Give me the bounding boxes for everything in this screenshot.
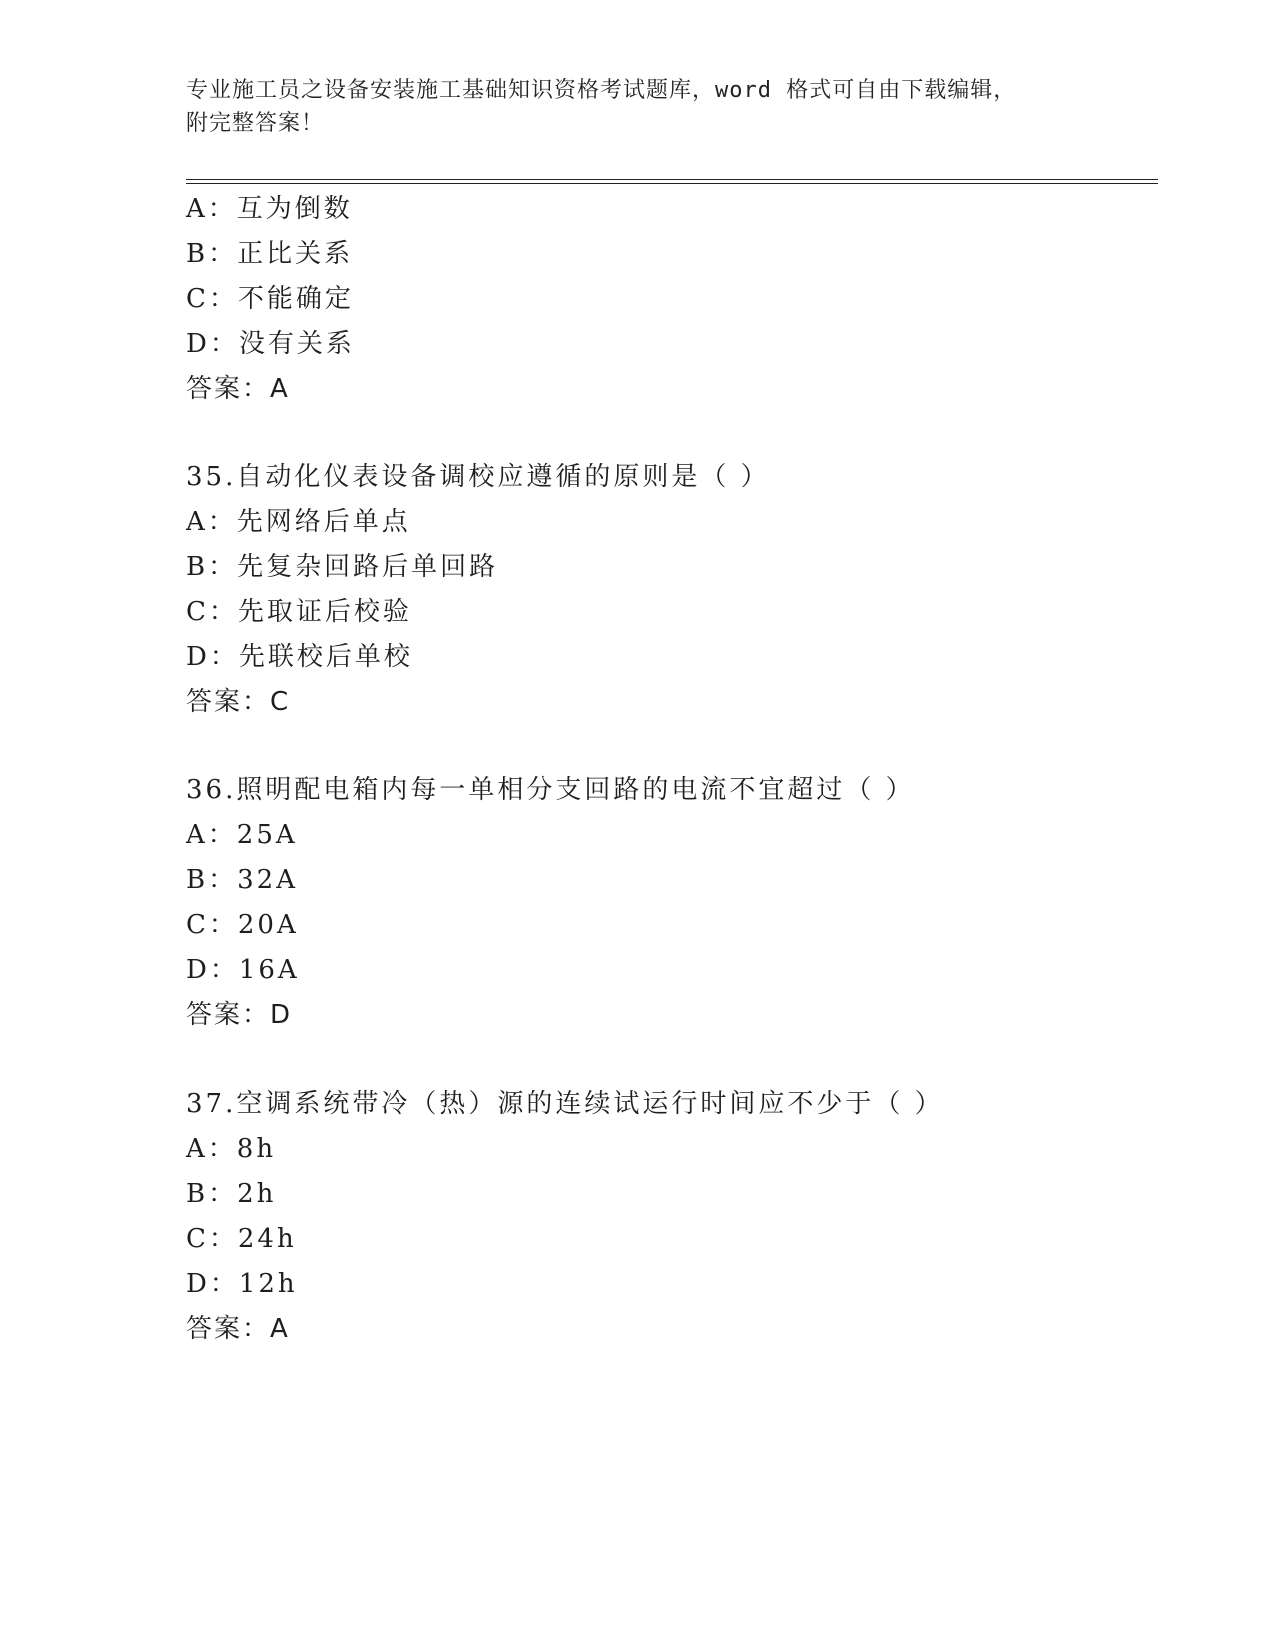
option-b: B：2h [186, 1179, 277, 1209]
question-text: 35.自动化仪表设备调校应遵循的原则是（ ） [186, 462, 770, 492]
option-c: C：24h [186, 1224, 297, 1254]
option-b: B：正比关系 [186, 239, 354, 269]
option-c: C：20A [186, 910, 299, 940]
option-d: D：没有关系 [186, 329, 355, 359]
option-a: A：25A [186, 820, 298, 850]
option-b: B：32A [186, 865, 298, 895]
option-b: B：先复杂回路后单回路 [186, 552, 499, 582]
answer-label: 答案：D [186, 1000, 293, 1030]
header-divider-top [186, 179, 1158, 180]
question-text: 37.空调系统带冷（热）源的连续试运行时间应不少于（ ） [186, 1089, 944, 1119]
option-d: D：先联校后单校 [186, 642, 413, 672]
question-text: 36.照明配电箱内每一单相分支回路的电流不宜超过（ ） [186, 775, 915, 805]
option-a: A：互为倒数 [186, 194, 353, 224]
header-line-2: 附完整答案！ [186, 111, 325, 136]
answer-label: 答案：A [186, 374, 290, 404]
answer-label: 答案：A [186, 1314, 290, 1344]
option-c: C：先取证后校验 [186, 597, 412, 627]
option-d: D：16A [186, 955, 300, 985]
option-d: D：12h [186, 1269, 298, 1299]
answer-label: 答案：C [186, 687, 291, 717]
option-a: A：先网络后单点 [186, 507, 411, 537]
option-a: A：8h [186, 1134, 277, 1164]
option-c: C：不能确定 [186, 284, 354, 314]
header-line-1: 专业施工员之设备安装施工基础知识资格考试题库，word 格式可自由下载编辑， [186, 78, 1017, 103]
header-divider-bottom [186, 183, 1158, 184]
document-header [186, 74, 1086, 140]
